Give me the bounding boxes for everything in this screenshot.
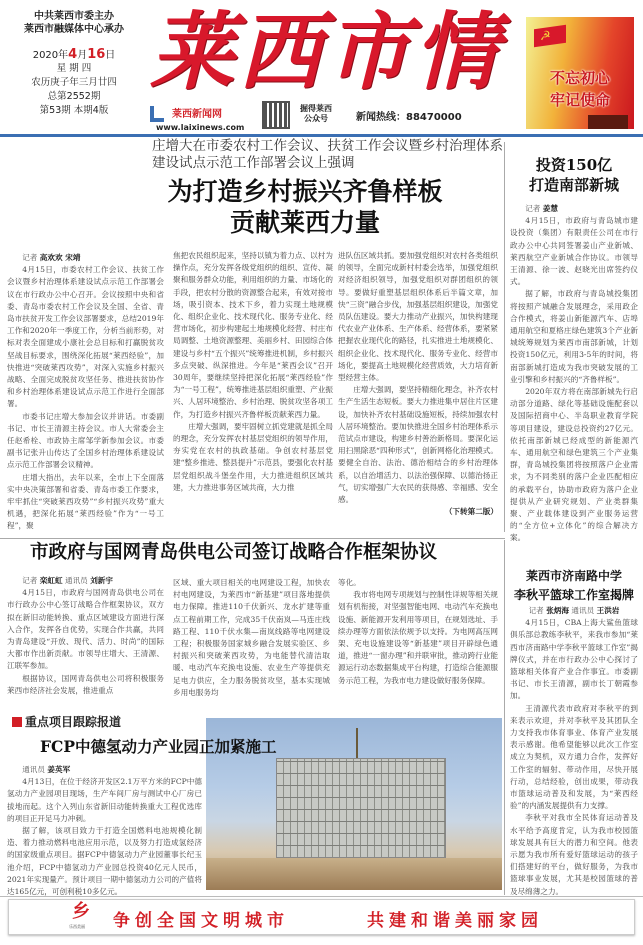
paragraph: 进队伍区域共抓。要加强党组织对农村各类组织的领导，全面完成新村村委会选举，加强党组织对经济组织领导，加强党组织对群团组织的领导。要做好重塑基层组织体系后半篇文章，加快“三资”融合步伐，加强基层组织建设，加强党员队伍建设。要大力推动产业振兴，加快构建现代农业产业体系、生产体系、经营体系，要紧紧把握农业现代化的路径，扎实推进土地规模化、组织企业化、技术现代化、服务专业化、经营市场化，要提高土地规模化经营质效，大力培育新型经营主体。 bbox=[338, 251, 498, 383]
news-site-name: 莱西新闻网 bbox=[172, 109, 222, 120]
date-month: 4 bbox=[68, 47, 78, 62]
continued-link[interactable]: （下转第二版） bbox=[444, 507, 498, 517]
total-issue: 总第2552期 bbox=[47, 91, 101, 102]
section-label: 重点项目跟踪报道 bbox=[25, 715, 122, 729]
invest-headline-line-1: 投资150亿 bbox=[535, 156, 613, 174]
news-hotline: 新闻热线：88470000 bbox=[356, 112, 462, 123]
fcp-headline[interactable]: FCP中德氢动力产业园正加紧施工 bbox=[40, 737, 277, 756]
byline-label: 记者 bbox=[22, 253, 38, 262]
basketball-byline bbox=[510, 605, 638, 617]
invest-byline bbox=[510, 203, 638, 215]
paragraph: 4月13日，在位于经济开发区2.1万平方米的FCP中德氢动力产业园项目现场，生产车间厂房与测试中心厂房已拔地而起。这个入列山东省新旧动能转换重大工程优选库的项目正开足马力冲刺。 bbox=[7, 777, 202, 823]
ground-shape bbox=[206, 858, 502, 890]
lead-column-1 bbox=[7, 252, 164, 530]
date-year: 2020年 bbox=[32, 50, 69, 61]
issue-number: 第53期 本期4版 bbox=[39, 105, 109, 116]
date-day-unit: 日 bbox=[105, 50, 116, 61]
byline-name: 栾虹虹 bbox=[39, 576, 63, 585]
paragraph: 庄增大强调，要坚持精细化理念，补齐农村生产生活生态短板。要大力推进集中居住片区建设，加快补齐农村基础设施短板，持续加强农村人居环境整治。要加快推进全国乡村治理体系示范试点市建设，构建乡村善治新格局。要深化运用扫黑除恶“四种形式”，创新网格化治理模式。要健全自治、法治、德治相结合的乡村治理体系，以自治增活力、以法治强保障、以德治扬正气，切实增强广大农民的获得感、幸福感、安全感。 bbox=[338, 385, 498, 505]
byline-names: 姜慧 bbox=[542, 204, 558, 213]
news-site-logo-icon bbox=[150, 106, 164, 122]
power-headline[interactable]: 市政府与国网青岛供电公司签订战略合作框架协议 bbox=[30, 542, 438, 563]
date-month-unit: 月 bbox=[77, 50, 88, 61]
paragraph: 据了解，市政府与青岛城投集团将按照产城融合发展理念，采用政企合作模式，将姜山新能源汽车、店埠通用航空和夏格庄绿色建筑3个产业新城统筹规划为莱西市南部新城，计划投资150亿元，利用3-5年的时间，将南部新城打造成为我市突破发展的工业引擎和乡村振兴的“齐鲁样板”。 bbox=[510, 289, 638, 384]
logo-caption: 乐西美丽 bbox=[69, 924, 85, 929]
issue-date bbox=[8, 46, 140, 62]
news-site-url[interactable]: www.laixinews.com bbox=[156, 123, 245, 132]
paragraph: 4月15日，市政府与青岛城市建设投资（集团）有限责任公司在市行政办公中心共同签署姜山产业新城、莱西航空产业新城合作协议。市领导王清源、徐一波、赵晓光出席签约仪式。 bbox=[510, 216, 638, 287]
invest-headline-line-2: 打造南部新城 bbox=[528, 176, 619, 194]
basketball-headline[interactable] bbox=[508, 567, 640, 605]
building-scaffold-shape bbox=[276, 758, 446, 858]
paragraph: 庄增大强调，要牢固树立抓党建就是抓全局的理念，充分发挥农村基层党组织的领导作用，夯实党在农村的执政基础。争创农村基层党建“整乡推进、整县提升”示范县，要强化农村基层党组织战斗堡垒作用，大力推进组织区域共建，大力推进事务区域共商，大力推 bbox=[173, 421, 333, 492]
power-column-3 bbox=[338, 577, 498, 697]
fcp-body bbox=[7, 764, 202, 897]
basketball-body bbox=[510, 605, 638, 896]
masthead-info bbox=[8, 10, 140, 118]
basketball-headline-line-2: 李秋平篮球工作室揭牌 bbox=[513, 588, 634, 602]
paragraph: 我市将电网专项规划与控制性详规等相关规划有机衔接，对坚强智能电网、电动汽车充换电设施、新能源开发利用等项目，在规划选址、手续办理等方面依法依规予以支持。为电网高压网架、充电设施建设等“新基建”项目开辟绿色通道，推进“一窗办理”和并联审批，推动跨行业能源运行动态数据集成平台构建，打造综合能源服务示范工程，为我市电力建设做好服务保障。 bbox=[338, 590, 498, 685]
city-logo-icon bbox=[69, 902, 91, 932]
tiananmen-icon bbox=[588, 115, 628, 129]
date-day: 16 bbox=[87, 47, 106, 62]
paragraph: 李秋平对我市全民体育运动普及水平给予高度肯定，认为我市校园篮球发展具有巨大的潜力和空间。他表示愿为我市所有爱好篮球运动的孩子们搭建好的平台，做好服务，为我市篮球事业发展，尤其是校园篮球的普及尽绵薄之力。 bbox=[510, 813, 638, 896]
weekday: 星 期 四 bbox=[56, 63, 92, 74]
lead-byline bbox=[7, 252, 164, 264]
power-column-2 bbox=[173, 577, 330, 697]
slogan-badge bbox=[526, 17, 634, 129]
section-divider bbox=[0, 538, 505, 539]
red-square-icon bbox=[12, 717, 22, 727]
paragraph: 4月15日，CBA上海大鲨鱼篮球俱乐部总教练李秋平，来我市参加“莱西市济南路中学李秋平篮球工作室”揭牌仪式，并在市行政办公中心探讨了篮球相关体育产业合作事宜。市委副书记、市长王清源，副市长丁朝霞参加。 bbox=[510, 618, 638, 701]
lead-headline[interactable] bbox=[110, 176, 500, 238]
lunar-date: 农历庚子年三月廿四 bbox=[31, 77, 117, 88]
lead-headline-line-2: 贡献莱西力量 bbox=[229, 208, 380, 237]
qr-label: 掘得莱西 公众号 bbox=[300, 104, 332, 123]
logo-mark: 乡 bbox=[72, 901, 90, 922]
byline-label: 记者 bbox=[528, 606, 544, 615]
paragraph: 市委书记庄增大参加会议并讲话。市委副书记、市长王清源主持会议。市人大常委会主任赵希栓、市政协主席邹学新参加会议。市委副书记张升山传达了全国乡村治理体系建设试点示范工作部署会议精神。 bbox=[7, 411, 164, 470]
masthead-divider bbox=[0, 134, 643, 137]
civilization-banner bbox=[8, 899, 635, 935]
power-byline bbox=[7, 575, 164, 587]
paragraph: 焦把农民组织起来，坚持以镇为着力点、以村为操作点，充分发挥各级党组织的组织、宣传、凝聚和服务群众功能，利用组织的力量、市场化的手段，把农村分散的资源整合起来，有效对接市场，吸引资本、技术下乡，着力实现土地规模化、组织企业化、技术现代化、服务专业化、经营市场化，初步构建起土地规模化经营、村庄布局调整、土地资源整理、美丽乡村、田园综合体建设与乡村“五个振兴”统筹推进机制，乡村振兴多点突破、纵深推进。今年是“莱西会议”召开30周年，要继续坚持把深化拓展“莱西经验”作为“一号工程”，统筹推进基层组织重塑、产业振兴、人居环境整治、乡村治理、脱贫攻坚各项工作，为打造乡村振兴齐鲁样板贡献莱西力量。 bbox=[173, 251, 333, 419]
paragraph: 据了解，该项目致力于打造全国燃料电池规模化制造、着力推动燃料电池应用示范，以及努力打造成氢经济的国家级重点项目。据FCP中德氢动力产业园董事长纪玉池介绍，FCP中德氢动力产业园总投资40亿元人民币，2021年实现量产。预计项目一期中德氢动力公司的产值将达165亿元，可创利税10多亿元。 bbox=[7, 826, 202, 897]
section-header bbox=[12, 713, 121, 730]
party-flag-icon bbox=[534, 25, 566, 47]
banner-slogan-1: 争创全国文明城市 bbox=[113, 911, 289, 931]
lead-column-3 bbox=[338, 250, 498, 534]
newspaper-logo: 莱西市情 bbox=[150, 2, 503, 101]
column-divider bbox=[504, 540, 505, 895]
byline-name: 姜英军 bbox=[47, 765, 71, 774]
lead-headline-line-1: 为打造乡村振兴齐鲁样板 bbox=[167, 177, 443, 206]
paragraph: 根据协议，国网青岛供电公司将积极服务莱西市经济社会发展，推进重点 bbox=[7, 673, 164, 695]
footer-divider bbox=[0, 896, 643, 897]
basketball-headline-line-1: 莱西市济南路中学 bbox=[525, 569, 622, 583]
paragraph: 4月15日，市政府与国网青岛供电公司在市行政办公中心签订战略合作框架协议，双方拟在新旧动能转换、重点区域建设方面进行深入合作，发挥各自优势，实现合作共赢，共同为青岛建设“开放、现代、活力、时尚”的国际大都市作出新贡献。市领导庄增大、王清源、江联军参加。 bbox=[7, 588, 164, 671]
column-divider bbox=[504, 142, 505, 532]
news-site-brand[interactable] bbox=[150, 104, 270, 134]
byline-label: 记者 bbox=[525, 204, 541, 213]
byline-label: 通讯员 bbox=[65, 576, 88, 585]
co-sponsor: 莱西市融媒体中心承办 bbox=[24, 24, 124, 35]
banner-slogan-2: 共建和谐美丽家园 bbox=[367, 911, 543, 931]
lead-kicker: 庄增大在市委农村工作会议、扶贫工作会议暨乡村治理体系建设试点示范工作部署会议上强调 bbox=[152, 138, 503, 171]
invest-headline[interactable] bbox=[510, 155, 638, 195]
badge-line-1: 不忘初心 bbox=[549, 69, 610, 87]
invest-body bbox=[510, 203, 638, 543]
paragraph: 4月15日，市委农村工作会议、扶贫工作会议暨乡村治理体系建设试点示范工作部署会议在市行政办公中心召开。会议按照中央和省委、青岛市委农村工作会议及全国、全省、青岛市扶贫开发工作会议部署要求，总结2019年工作和2020年一季度工作，分析当前形势，对标对表全面建成小康社会总目标和打赢脱贫攻坚战目标要求，围绕深化拓展“莱西经验”，加快推进“突破莱西攻势”，对深入实施乡村振兴战略、全面完成脱贫攻坚任务、推进扶贫协作和乡村治理体系建设试点示范工作进行全面部署。 bbox=[7, 265, 164, 409]
qr-code-icon bbox=[262, 101, 290, 129]
paragraph: 2020年双方将在南部新城先行启动部分道路、绿化等基础设施配套以及国际招商中心、半岛职业教育学院等项目建设，建设总投资约27亿元。依托南部新城已经成型的新能源汽车、通用航空和绿色建筑三个产业集群，青岛城投集团将按照落户企业需求，为不同类别的落户企业匹配相应的承载平台，协助市政府为落户企业提供从产业研究规划、产业类群集聚、产业载体建设到产业服务运营的“全方位+立体化”的综合解决方案。 bbox=[510, 387, 638, 543]
paragraph: 王清源代表市政府对李秋平的到来表示欢迎，并对李秋平及其团队全力支持我市体育事业、体育产业发展表示感谢。他希望能够以此次工作室成立为契机，双方通力合作，发挥好工作室的辐射、带动作用，尽快开展行动，总结经验，创出成果，带动我市篮球运动普及和发展，为“莱西经验”的内涵发展提供有力支撑。 bbox=[510, 703, 638, 811]
byline-label: 通讯员 bbox=[571, 606, 595, 615]
sponsor: 中共莱西市委主办 bbox=[34, 11, 114, 22]
byline-name: 刘新宇 bbox=[90, 576, 113, 585]
byline-name: 张炳海 bbox=[546, 606, 569, 615]
lead-column-2 bbox=[173, 250, 333, 530]
paragraph: 庄增大指出，去年以来，全市上下全面落实中央决策部署和省委、青岛市委工作要求，牢牢抓住“突破莱西攻势”“乡村振兴攻势”重大机遇，把深化拓展“莱西经验”作为“一号工程”，聚 bbox=[7, 472, 164, 531]
badge-line-2: 牢记使命 bbox=[549, 91, 610, 109]
byline-label: 记者 bbox=[22, 576, 38, 585]
fcp-byline bbox=[7, 764, 202, 776]
byline-label: 通讯员 bbox=[22, 765, 45, 774]
byline-names: 高欢欢 宋靖 bbox=[39, 253, 81, 262]
byline-name: 王洪岩 bbox=[596, 606, 620, 615]
power-column-1 bbox=[7, 575, 164, 697]
paragraph: 等化。 bbox=[338, 578, 361, 587]
paragraph: 区域、重大项目相关的电网建设工程，加快农村电网建设，为莱西市“新基建”项目落地提供电力保障。推进110千伏新兴、龙水扩建等重点工程前期工作，完成35千伏南岚—马连庄线路工程、110千伏水集—南岚线路等电网建设工程；积极服务国家城乡融合发展实验区、乡村振兴和突破莱西攻势，为电能替代清洁取暖、电动汽车充换电设施、农业生产等提供充足电力供应，全力服务脱贫攻坚，基本实现城乡用电服务均 bbox=[173, 578, 330, 697]
